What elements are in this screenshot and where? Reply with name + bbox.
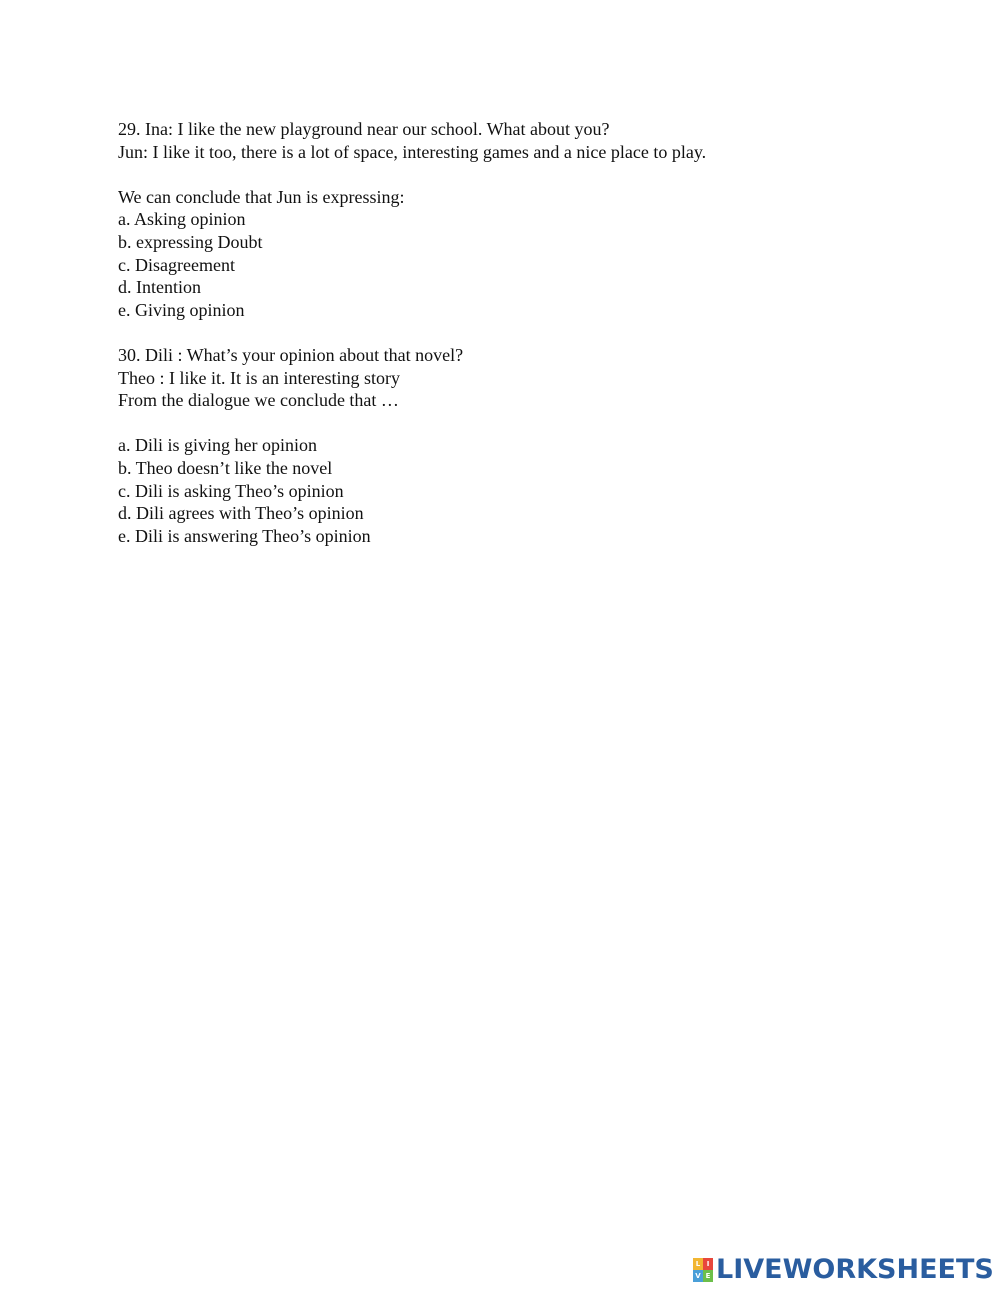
question-30-option-a: a. Dili is giving her opinion bbox=[118, 435, 317, 456]
logo-mark-cell: L bbox=[693, 1258, 703, 1270]
question-30-prompt: From the dialogue we conclude that … bbox=[118, 390, 399, 411]
question-29-option-b: b. expressing Doubt bbox=[118, 231, 263, 252]
question-30-option-d: d. Dili agrees with Theo’s opinion bbox=[118, 503, 364, 524]
liveworksheets-logo bbox=[693, 1256, 994, 1284]
logo-mark-cell: V bbox=[693, 1270, 703, 1282]
liveworksheets-logo-text: LIVEWORKSHEETS bbox=[716, 1254, 994, 1285]
question-29-prompt: We can conclude that Jun is expressing: bbox=[118, 186, 405, 207]
question-29-option-a: a. Asking opinion bbox=[118, 209, 246, 230]
question-29 bbox=[118, 118, 958, 321]
question-30-option-c: c. Dili is asking Theo’s opinion bbox=[118, 480, 344, 501]
question-29-option-c: c. Disagreement bbox=[118, 254, 235, 275]
question-29-option-e: e. Giving opinion bbox=[118, 299, 245, 320]
logo-mark-cell: E bbox=[703, 1270, 713, 1282]
spacer bbox=[118, 412, 958, 435]
logo-mark-cell: I bbox=[703, 1258, 713, 1270]
question-30-line-dili: 30. Dili : What’s your opinion about that novel? bbox=[118, 344, 464, 365]
worksheet-content bbox=[118, 118, 958, 547]
question-30-option-b: b. Theo doesn’t like the novel bbox=[118, 457, 333, 478]
question-30-line-theo: Theo : I like it. It is an interesting story bbox=[118, 367, 400, 388]
question-30-option-e: e. Dili is answering Theo’s opinion bbox=[118, 525, 371, 546]
spacer bbox=[118, 163, 958, 186]
question-29-line-ina: 29. Ina: I like the new playground near our school. What about you? bbox=[118, 119, 610, 139]
liveworksheets-logo-icon bbox=[693, 1258, 713, 1282]
spacer bbox=[118, 321, 958, 344]
question-29-line-jun: Jun: I like it too, there is a lot of space, interesting games and a nice place to play. bbox=[118, 141, 707, 162]
question-30 bbox=[118, 344, 958, 547]
question-29-option-d: d. Intention bbox=[118, 277, 201, 298]
